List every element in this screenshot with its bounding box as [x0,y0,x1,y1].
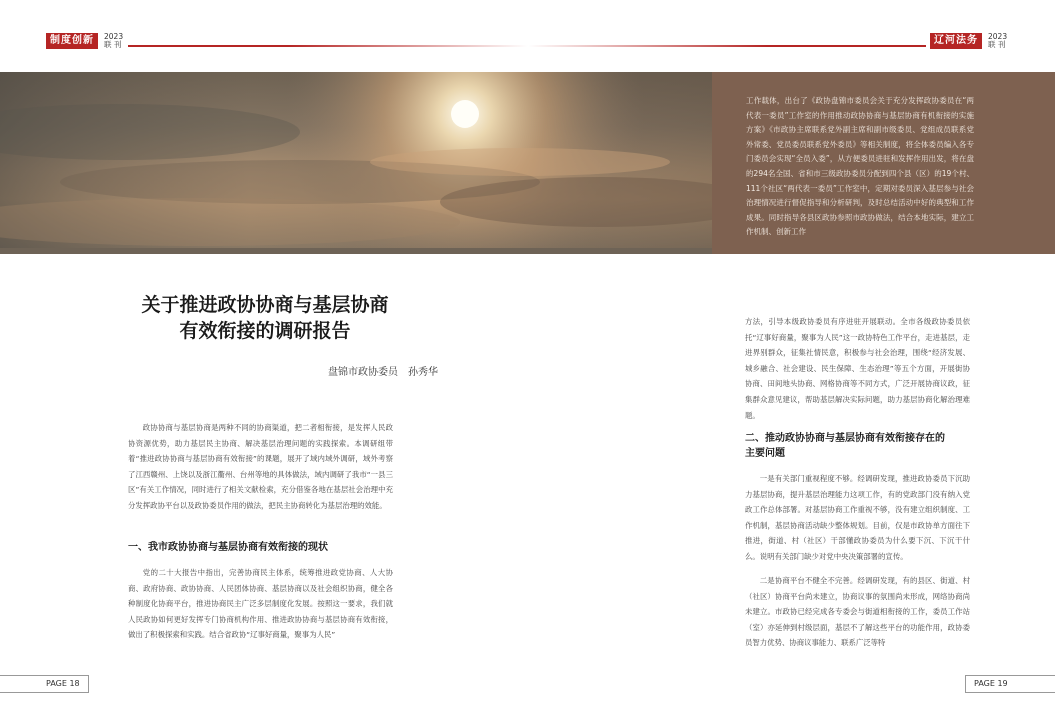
intro-paragraph: 政协协商与基层协商是两种不同的协商渠道，把二者相衔接，是发挥人民政协资源优势，助力基层民主协商、解决基层治理问题的实践探索。本调研组带着“推进政协协商与基层协商有效衔接”的课题，展开了域内域外调研，域外考察了江西赣州、上饶以及浙江衢州、台州等地的具体做法，域内调研了我市“一县三区”有关工作情况，同时进行了相关文献检索，充分借鉴各地在基层社会治理中充分发挥政协平台以及政协委员作用的做法，把民主协商转化为基层治理的效能。 [128,423,393,510]
page-number-right [965,675,1055,693]
right-column-paragraph: 方法，引导本级政协委员有序进驻开展联动。全市各级政协委员依托“辽事好商量，聚事为人民”这一政协特色工作平台，走进基层，走进界别群众，征集社情民意，积极参与社会治理，围绕“经济发展、城乡融合、社会建设、民生保障、生态治理”等五个方面，开展街协协商、田间地头协商、网格协商等不同方式，广泛开展协商议政，征集群众意见建议，帮助基层解决实际问题，助力基层协商化解治理难题。 [745,317,970,420]
article-title-line1: 关于推进政协协商与基层协商 [141,294,389,316]
section1-heading: 一、我市政协协商与基层协商有效衔接的现状 [128,542,328,553]
sunset-cloud-photo [0,72,712,254]
article-title-line2: 有效衔接的调研报告 [179,320,351,342]
section1-paragraph: 党的二十大报告中指出，完善协商民主体系，统筹推进政党协商、人大协商、政府协商、政协协商、人民团体协商、基层协商以及社会组织协商，健全各种制度化协商平台，推进协商民主广泛多层制度化发展。按照这一要求，我们就人民政协如何更好发挥专门协商机构作用、推进政协协商与基层协商有效衔接，做出了积极探索和实践。结合省政协“辽事好商量，聚事为人民” [128,568,393,640]
header-rule-left [128,45,528,47]
article-author: 盘锦市政协委员 孙秀华 [328,367,438,378]
section2-heading-line1: 二、推动政协协商与基层协商有效衔接存在的 [745,433,945,444]
section-tag-right: 辽河法务 [930,33,982,49]
year-left: 2023 [104,32,124,41]
section2-paragraph2: 二是协商平台不健全不完善。经调研发现，有的县区、街道、村（社区）协商平台尚未建立，协商议事的氛围尚未形成，网络协商尚未建立。市政协已经完成各专委会与街道相衔接的工作，委员工作站（室）亦延伸到村级层面，基层不了解这些平台的功能作用，政协委员智力优势、协商议事能力、联系广泛等特 [745,576,970,648]
page-number-left-text: PAGE 18 [46,679,80,688]
page-number-left [0,675,89,693]
section-tag-left: 制度创新 [46,33,98,49]
header-rule-right [528,45,926,47]
issue-left: 联 刊 [104,40,122,49]
page-number-right-text: PAGE 19 [974,679,1008,688]
year-right: 2023 [988,32,1008,41]
sidebar-paragraph: 工作载体，出台了《政协盘锦市委员会关于充分发挥政协委员在“两代表一委员”工作室的作用推动政协协商与基层协商有机衔接的实施方案》《市政协主席联系党外副主席和副市级委员、党组成员联系党外常委、党员委员联系党外委员》等相关制度，将全体委员编入各专门委员会实现“全员入委”，从方便委员进驻和发挥作用出发，将在盘的294名全国、省和市三级政协委员分配到四个县（区）的19个村、111个社区“两代表一委员”工作室中，定期对委员深入基层参与社会治理情况进行督促指导和分析研判，及时总结活动中好的典型和工作成果。同时指导各县区政协参照市政协做法，结合本地实际，建立工作机制、创新工作 [746,96,974,237]
section2-paragraph1: 一是有关部门重视程度不够。经调研发现，推进政协委员下沉助力基层协商，提升基层治理能力这项工作，有的党政部门没有纳入党政工作总体部署。对基层协商工作重视不够，没有建立组织制度、工作机制，基层协商活动缺少整体规划。目前，仅是市政协单方面往下推进，街道、村（社区）干部懂政协委员为什么要下沉、下沉干什么。说明有关部门缺少对党中央决策部署的宣传。 [745,474,970,561]
issue-right: 联 刊 [988,40,1006,49]
section2-heading-line2: 主要问题 [745,448,785,459]
